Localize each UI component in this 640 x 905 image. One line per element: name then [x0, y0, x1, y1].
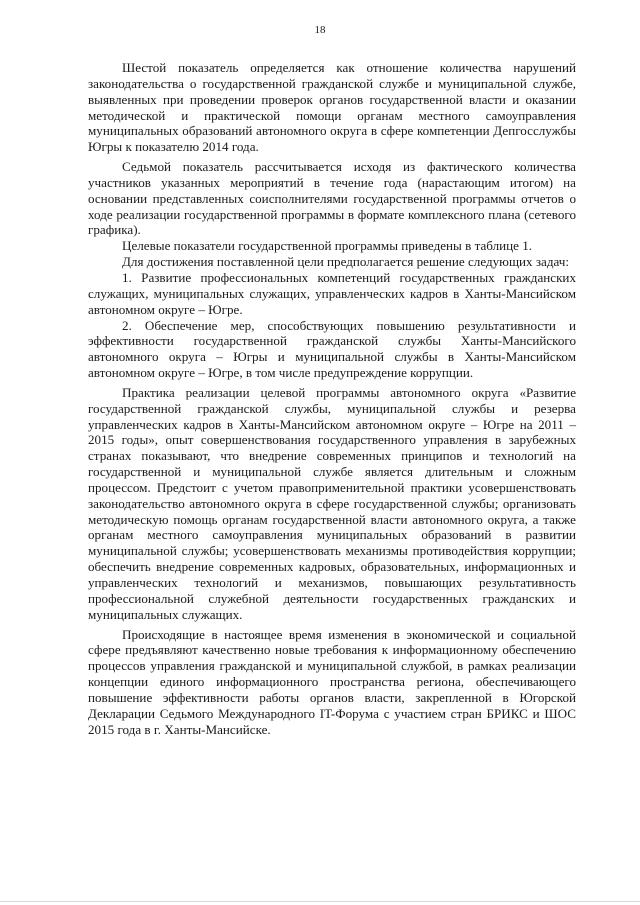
paragraph-target-indicators: Целевые показатели государственной программы приведены в таблице 1.	[122, 238, 533, 254]
paragraph-current-changes: Происходящие в настоящее время изменения в экономической и социальной сфере предъявляют качественно новые требования к информационному обеспечению процессов управления гражданской и муниципальной службой, в рамках реализации концепции единого информационного пространства региона, обеспечивающего повышение эффективности работы органов власти, закрепленной в Югорской Декларации Седьмого Международного IT-Форума с участием стран БРИКС и ШОС 2015 года в г. Ханты-Мансийске.	[88, 626, 576, 737]
paragraph-program-practice: Практика реализации целевой программы автономного округа «Развитие государственной гражданской службы, муниципальной службы и резерва управленческих кадров в Ханты-Мансийском автономном округе – Югре на 2011 – 2015 годы», опыт совершенствования государственного управления в зарубежных странах показывают, что внедрение современных принципов и технологий на государственной и муниципальной службе является длительным и сложным процессом. Предстоит с учетом правоприменительной практики усовершенствовать законодательство автономного округа в сфере государственной службы; организовать методическую помощь органам государственной власти автономного округа, а также органам местного самоуправления муниципальных образований в развитии муниципальной службы; усовершенствовать механизмы противодействия коррупции; обеспечить внедрение современных кадровых, образовательных, информационных и управленческих технологий и механизмов, повышающих результативность профессиональной служебной деятельности государственных гражданских и муниципальных служащих.	[88, 384, 576, 622]
scan-edge	[0, 901, 640, 902]
paragraph-seventh-indicator: Седьмой показатель рассчитывается исходя из фактического количества участников указанных мероприятий в течение года (нарастающим итогом) на основании представленных соисполнителями государственной программы отчетов о ходе реализации государственной программы в формате комплексного плана (сетевого графика).	[88, 159, 576, 238]
task-item-2: 2. Обеспечение мер, способствующих повышению результативности и эффективности государственной гражданской службы Ханты-Мансийского автономного округа – Югры и муниципальной службы в Ханты-Мансийском автономном округе – Югре, в том числе предупреждение коррупции.	[88, 317, 576, 381]
body-text	[88, 60, 576, 737]
page-number: 18	[314, 24, 326, 36]
paragraph-sixth-indicator: Шестой показатель определяется как отношение количества нарушений законодательства о государственной гражданской службе и муниципальной службе, выявленных при проведении проверок органов государственной власти и оказании методической и практической помощи органам местного самоуправления муниципальных образований автономного округа в сфере компетенции Депгосслужбы Югры к показателю 2014 года.	[88, 60, 576, 155]
task-item-1: 1. Развитие профессиональных компетенций государственных гражданских служащих, муниципальных служащих, управленческих кадров в Ханты-Мансийском автономном округе – Югре.	[88, 269, 576, 317]
paragraph-tasks-intro: Для достижения поставленной цели предполагается решение следующих задач:	[122, 254, 570, 270]
